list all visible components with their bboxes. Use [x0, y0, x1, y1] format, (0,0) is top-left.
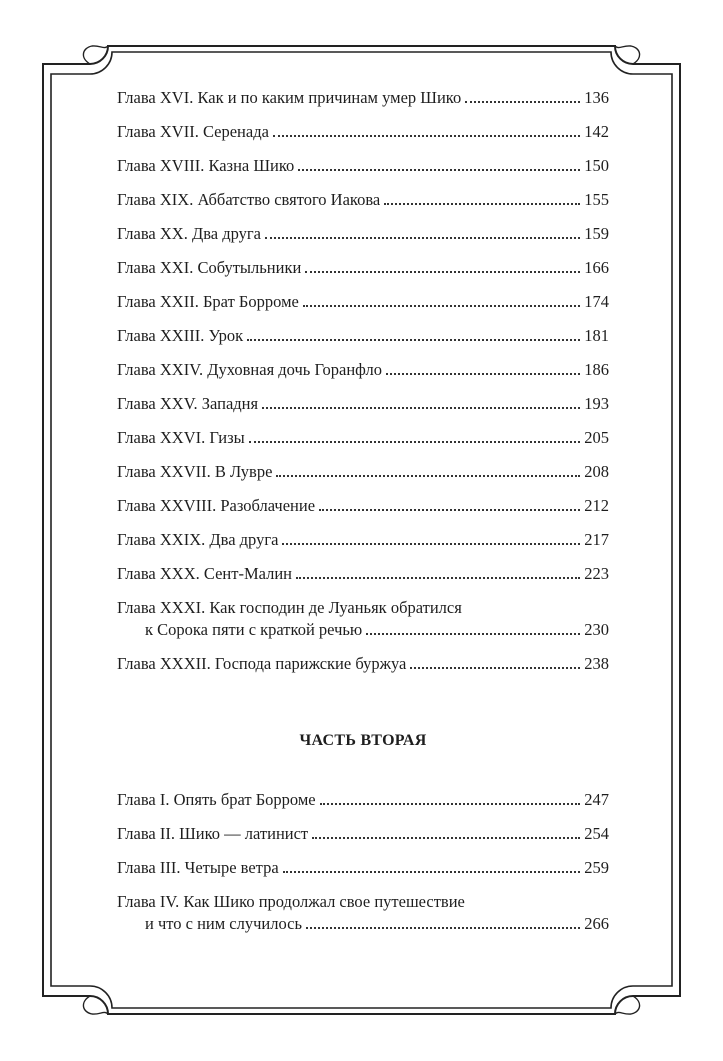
page-number: 230 [584, 620, 609, 639]
corner-ornament-top-right [615, 46, 640, 64]
entry-title: Глава XXV. Западня [117, 394, 259, 413]
entry-title-continued: и что с ним случилось [145, 914, 302, 933]
entry-title: Глава XXIII. Урок [117, 326, 244, 345]
dot-leader [386, 373, 580, 375]
page-number: 217 [584, 530, 609, 549]
dot-leader [273, 135, 580, 137]
toc-entry[interactable] [117, 496, 609, 530]
entry-title: Глава XVIII. Казна Шико [117, 156, 295, 175]
dot-leader [247, 339, 580, 341]
toc-entry[interactable] [117, 462, 609, 496]
page-number: 193 [584, 394, 609, 413]
entry-title: Глава XIX. Аббатство святого Иакова [117, 190, 381, 209]
dot-leader [306, 927, 580, 929]
entry-title: Глава XXVII. В Лувре [117, 462, 273, 481]
dot-leader [319, 509, 580, 511]
entry-title: Глава XVI. Как и по каким причинам умер Шико [117, 88, 462, 107]
dot-leader [320, 803, 581, 805]
page-number: 266 [584, 914, 609, 933]
dot-leader [265, 237, 580, 239]
entry-title: Глава XXVI. Гизы [117, 428, 245, 447]
toc-entry[interactable] [117, 122, 609, 156]
toc-entry[interactable] [117, 530, 609, 564]
page-number: 205 [584, 428, 609, 447]
entry-title: Глава II. Шико — латинист [117, 824, 309, 843]
dot-leader [312, 837, 580, 839]
toc-entry[interactable] [117, 258, 609, 292]
toc-entry[interactable] [117, 564, 609, 598]
entry-title-continued: к Сорока пяти с краткой речью [145, 620, 363, 639]
toc-entry[interactable] [117, 292, 609, 326]
corner-ornament-bottom-left [83, 996, 108, 1014]
dot-leader [305, 271, 580, 273]
page-number: 174 [584, 292, 609, 311]
entry-title: Глава XXXI. Как господин де Луаньяк обратился [117, 598, 462, 617]
corner-ornament-bottom-right [615, 996, 640, 1014]
page-number: 238 [584, 654, 609, 673]
toc-entry[interactable] [117, 88, 609, 122]
page-number: 223 [584, 564, 609, 583]
toc-entry[interactable] [117, 790, 609, 824]
entry-title: Глава XXXII. Господа парижские буржуа [117, 654, 407, 673]
toc-entry[interactable] [117, 824, 609, 858]
dot-leader [366, 633, 580, 635]
dot-leader [262, 407, 580, 409]
dot-leader [283, 871, 581, 873]
page-number: 159 [584, 224, 609, 243]
toc-entry[interactable] [117, 858, 609, 892]
page-number: 208 [584, 462, 609, 481]
corner-ornament-top-left [83, 46, 108, 64]
page-number: 155 [584, 190, 609, 209]
entry-title: Глава III. Четыре ветра [117, 858, 279, 877]
dot-leader [465, 101, 580, 103]
page-number: 166 [584, 258, 609, 277]
page-number: 181 [584, 326, 609, 345]
toc-entry[interactable] [117, 892, 609, 948]
toc-entry[interactable] [117, 654, 609, 688]
entry-title: Глава XXVIII. Разоблачение [117, 496, 316, 515]
toc-entry[interactable] [117, 394, 609, 428]
part-heading: ЧАСТЬ ВТОРАЯ [299, 732, 427, 749]
toc-entry[interactable] [117, 190, 609, 224]
page-number: 254 [584, 824, 609, 843]
page-number: 247 [584, 790, 609, 809]
entry-title: Глава XVII. Серенада [117, 122, 269, 141]
page-number: 150 [584, 156, 609, 175]
dot-leader [384, 203, 580, 205]
toc-part-two [117, 790, 609, 948]
entry-title: Глава I. Опять брат Борроме [117, 790, 316, 809]
toc-entry[interactable] [117, 156, 609, 190]
dot-leader [276, 475, 580, 477]
page-number: 136 [584, 88, 609, 107]
toc-entry[interactable] [117, 428, 609, 462]
dot-leader [303, 305, 580, 307]
entry-title: Глава IV. Как Шико продолжал свое путешествие [117, 892, 465, 911]
toc-part-one [117, 88, 609, 688]
entry-title: Глава XX. Два друга [117, 224, 262, 243]
dot-leader [298, 169, 580, 171]
page-number: 142 [584, 122, 609, 141]
toc-entry[interactable] [117, 224, 609, 258]
entry-title: Глава XXIV. Духовная дочь Горанфло [117, 360, 382, 379]
dot-leader [282, 543, 580, 545]
toc-entry[interactable] [117, 598, 609, 654]
entry-title: Глава XXIX. Два друга [117, 530, 279, 549]
entry-title: Глава XXII. Брат Борроме [117, 292, 299, 311]
page-number: 259 [584, 858, 609, 877]
page-number: 186 [584, 360, 609, 379]
toc-entry[interactable] [117, 360, 609, 394]
dot-leader [296, 577, 580, 579]
toc-entry[interactable] [117, 326, 609, 360]
dot-leader [249, 441, 581, 443]
dot-leader [410, 667, 580, 669]
page-number: 212 [584, 496, 609, 515]
entry-title: Глава XXX. Сент-Малин [117, 564, 292, 583]
entry-title: Глава XXI. Собутыльники [117, 258, 302, 277]
